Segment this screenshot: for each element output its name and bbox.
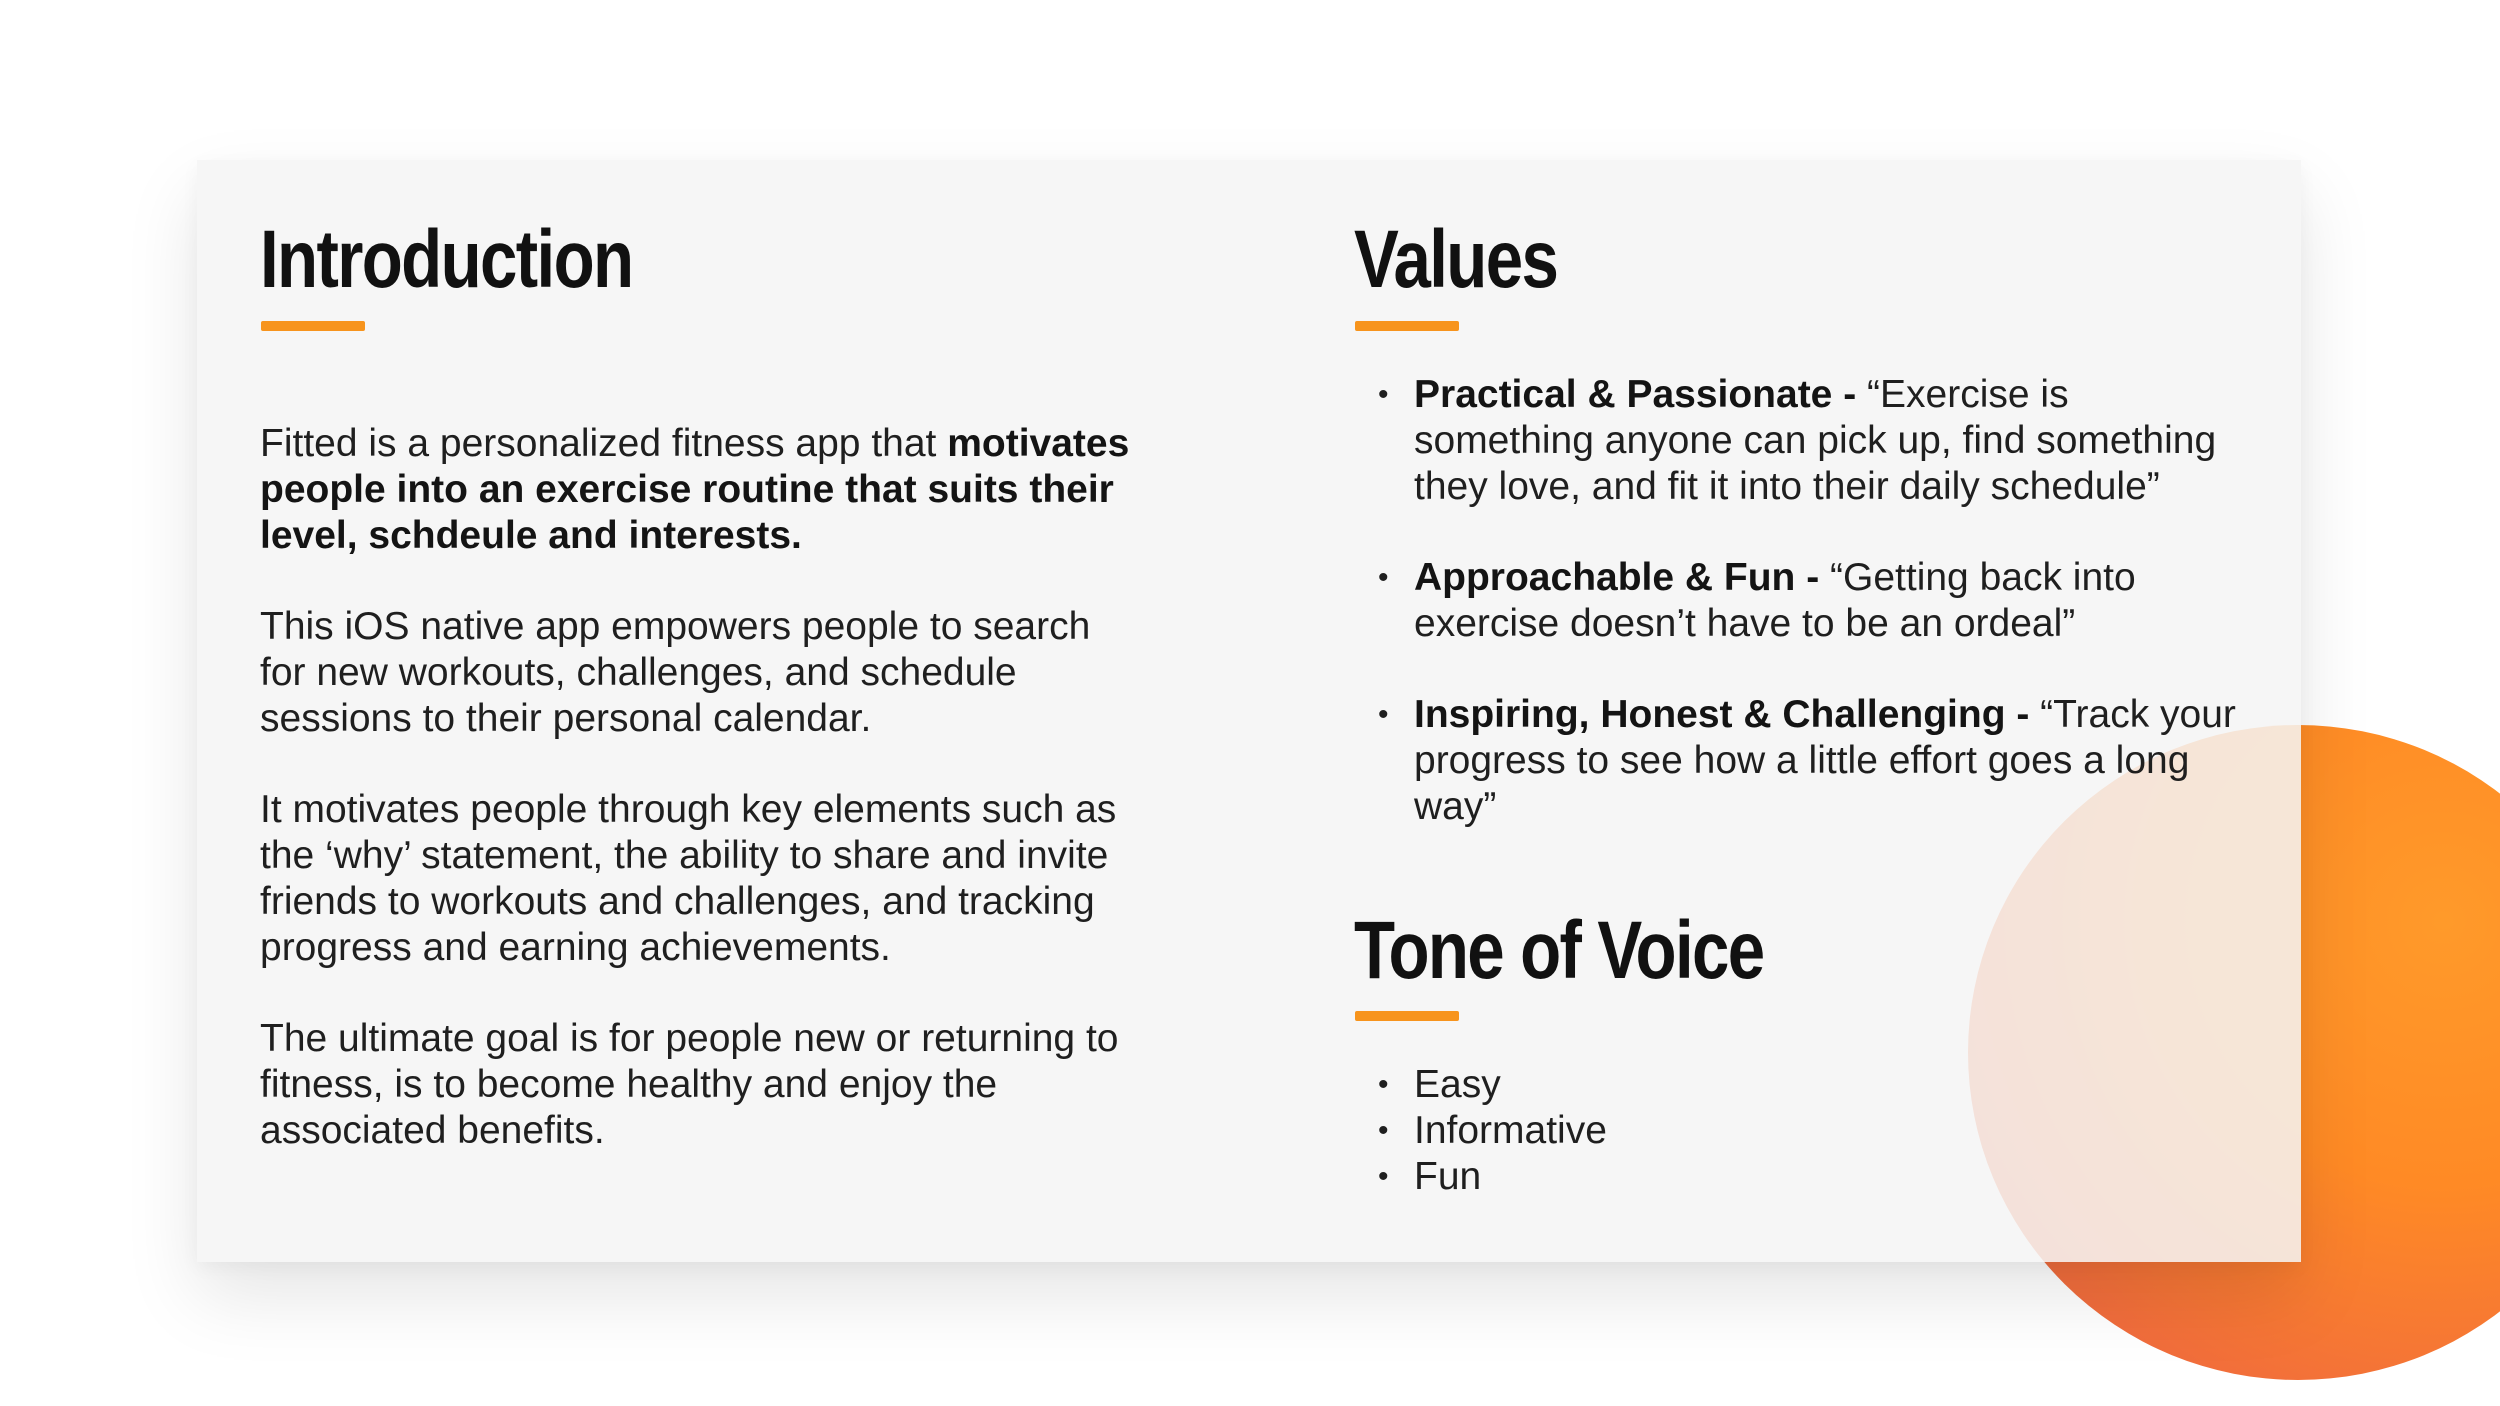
intro-paragraph-2: This iOS native app empowers people to search for new workouts, challenges, and schedule sessions to their personal calendar. (260, 605, 1091, 740)
value-item-name: Approachable & Fun - (1414, 556, 1831, 599)
intro-paragraph-1-text: Fitted is a personalized fitness app that (260, 422, 948, 465)
value-item (1378, 555, 2258, 647)
values-underline (1355, 321, 1459, 331)
intro-paragraph-1-emphasis: motivates people into an exercise routine that suits their level, schdeule and interests. (260, 422, 1130, 557)
introduction-heading: Introduction (260, 214, 633, 305)
value-item-name: Inspiring, Honest & Challenging - (1414, 693, 2041, 736)
value-item-quote: “Exercise is something anyone can pick up, find something they love, and fit it into their daily schedule” (1414, 373, 2217, 508)
introduction-body (260, 421, 1140, 1199)
value-item-quote: “Track your progress to see how a little effort goes a long way” (1414, 693, 2236, 828)
tone-of-voice-underline (1355, 1011, 1459, 1021)
values-heading: Values (1354, 214, 1558, 305)
value-item-quote: “Getting back into exercise doesn’t have to be an ordeal” (1414, 556, 2136, 645)
introduction-underline (261, 321, 365, 331)
tone-item: • Fun (1378, 1154, 1607, 1200)
value-item (1378, 692, 2258, 830)
value-item (1378, 372, 2258, 510)
value-item-name: Practical & Passionate - (1414, 373, 1868, 416)
tone-item: • Informative (1378, 1108, 1607, 1154)
tone-of-voice-list (1378, 1062, 1607, 1200)
intro-paragraph-3: It motivates people through key elements such as the ‘why’ statement, the ability to share and invite friends to workouts and challenges, and tracking progress and earning achievements. (260, 788, 1117, 969)
tone-of-voice-heading: Tone of Voice (1354, 905, 1764, 996)
values-list (1378, 372, 2258, 875)
intro-paragraph-1 (260, 421, 1140, 559)
intro-paragraph-4: The ultimate goal is for people new or returning to fitness, is to become healthy and enjoy the associated benefits. (260, 1017, 1119, 1152)
tone-item: • Easy (1378, 1062, 1607, 1108)
